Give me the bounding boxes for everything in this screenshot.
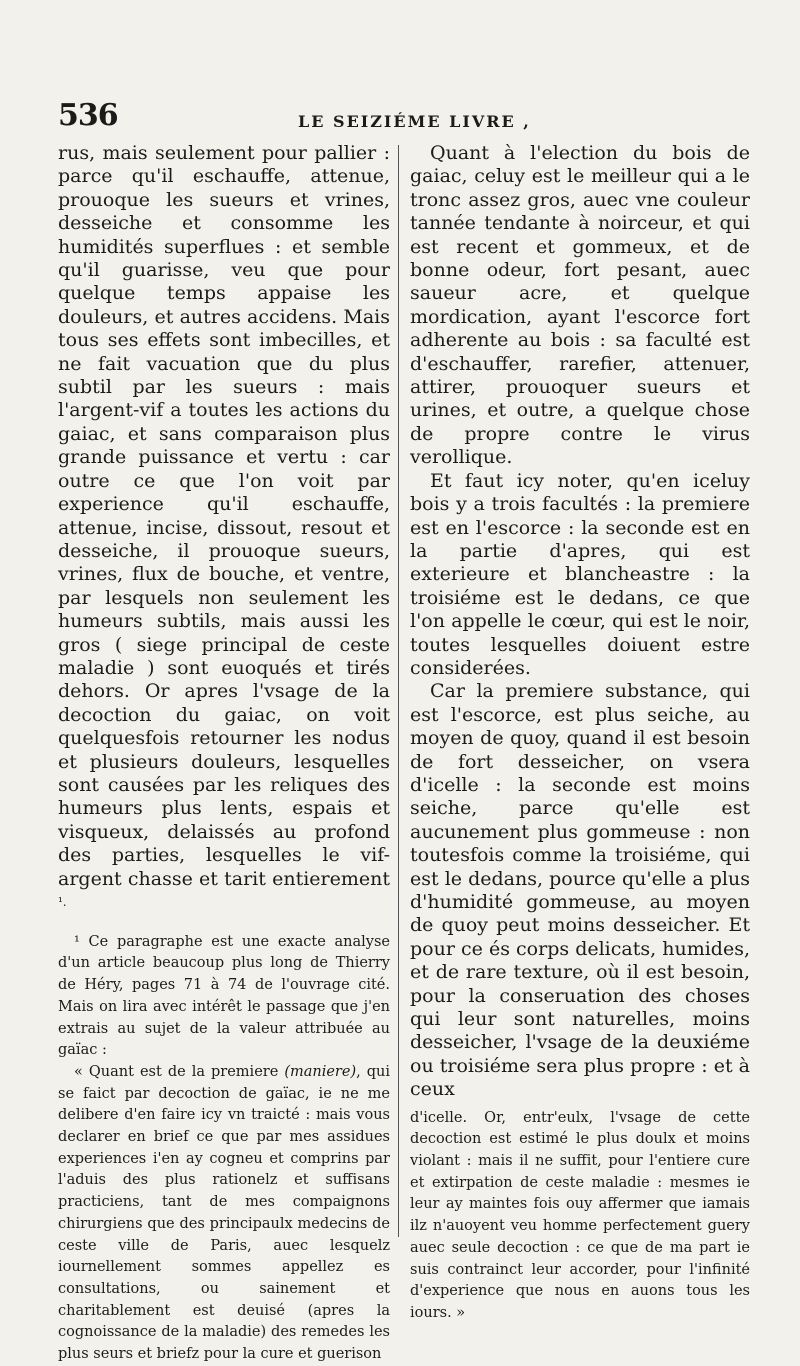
left-paragraph-text: rus, mais seulement pour pallier : parce qu'il eschauffe, attenue, prouoque les sueurs et vrines, desseiche et consomme les humidités superflues : et semble qu'il guarisse, veu que pour quelque temps appaise les douleurs, et autres accidens. Mais tous ses effets sont imbecilles, et ne fait vacuation que du plus subtil par les sueurs : mais l'argent-vif a toutes les actions du gaiac, et sans comparaison plus grande puissance et vertu : car outre ce que l'on voit par experience qu'il eschauffe, attenue, incise, dissout, resout et desseiche, il prouoque sueurs, vrines, flux de bouche, et ventre, par lesquels non seulement les humeurs subtils, mais aussi les gros ( siege principal de ceste maladie ) sont euoqués et tirés dehors. Or apres l'vsage de la decoction du gaiac, on voit quelquesfois retourner les nodus et plusieurs douleurs, lesquelles sont causées par les reliques des humeurs plus lents, espais et visqueux, delaissés au profond des parties, lesquelles le vif-argent chasse et tarit entierement bbox=[58, 142, 390, 890]
footnote bbox=[58, 932, 390, 1366]
quote-italic: (maniere) bbox=[284, 1063, 357, 1080]
running-title: LE SEIZIÉME LIVRE , bbox=[298, 112, 531, 131]
footnote-continued bbox=[410, 1108, 750, 1325]
footnote-intro: ¹ Ce paragraphe est une exacte analyse d'un article beaucoup plus long de Thierry de Héry, pages 71 à 74 de l'ouvrage cité. Mais on lira avec intérêt le passage que j'en extrais au sujet de la valeur attribuée au gaïac : bbox=[58, 933, 390, 1059]
right-paragraph-1: Quant à l'election du bois de gaiac, celuy est le meilleur qui a le tronc assez gros, auec vne couleur tannée tendante à noirceur, et qui est recent et gommeux, et de bonne odeur, fort pesant, auec saueur acre, et quelque mordication, ayant l'escorce fort adherente au bois : sa faculté est d'eschauffer, rarefier, attenuer, attirer, prouoquer sueurs et urines, et outre, a quelque chose de propre contre le virus verollique. bbox=[410, 142, 750, 469]
right-paragraph-2: Et faut icy noter, qu'en iceluy bois y a trois facultés : la premiere est en l'escorce : la seconde est en la partie d'apres, qui est exterieure et blancheastre : la troisiéme est le dedans, ce que l'on appelle le cœur, qui est le noir, toutes lesquelles doiuent estre considerées. bbox=[410, 469, 750, 679]
right-paragraph-3: Car la premiere substance, qui est l'escorce, est plus seiche, au moyen de quoy, quand il est besoin de fort desseicher, on vsera d'icelle : la seconde est moins seiche, parce qu'elle est aucunement plus gommeuse : non toutesfois comme la troisiéme, qui est le dedans, pource qu'elle a plus d'humidité gommeuse, au moyen de quoy peut moins desseicher. Et pour ce és corps delicats, humides, et de rare texture, où il est besoin, pour la conseruation des choses qui leur sont naturelles, moins desseicher, l'vsage de la deuxiéme ou troisiéme sera plus propre : et à ceux bbox=[410, 680, 750, 1101]
footnote-continued-text: d'icelle. Or, entr'eulx, l'vsage de cette decoction est estimé le plus doulx et moins violant : mais il ne suffit, pour l'entiere cure et extirpation de ceste maladie : mesmes ie leur ay maintes fois ouy affermer que iamais ilz n'auoyent veu homme perfectement guery auec seule decoction : ce que de ma part ie suis contrainct leur accorder, pour l'infinité d'experience que nous en auons tous les iours. » bbox=[410, 1109, 750, 1321]
quote-rest: , qui se faict par decoction de gaïac, ie ne me delibere d'en faire icy vn traicté : mais vous declarer en brief ce que par mes assidues experiences i'en ay cogneu et comprins par l'aduis des plus rationelz et suffisans practiciens, tant de mes compaignons chirurgiens que des principaulx medecins de ceste ville de Paris, auec lesquelz iournellement sommes appellez es consultations, ou sainement et charitablement est deuisé (apres la cognoissance de la maladie) des remedes les plus seurs et briefz pour la cure et guerison bbox=[58, 1063, 390, 1363]
left-column bbox=[58, 142, 390, 1366]
left-main-text bbox=[58, 142, 390, 920]
right-column bbox=[410, 142, 750, 1325]
right-main-text bbox=[410, 142, 750, 1102]
column-divider bbox=[398, 145, 399, 1237]
page-number: 536 bbox=[58, 98, 118, 133]
page-header bbox=[58, 98, 758, 138]
footnote-mark: ¹. bbox=[58, 895, 67, 909]
footnote-quote bbox=[58, 1062, 390, 1366]
left-paragraph bbox=[58, 142, 390, 920]
quote-start: « Quant est de la premiere bbox=[74, 1063, 279, 1080]
